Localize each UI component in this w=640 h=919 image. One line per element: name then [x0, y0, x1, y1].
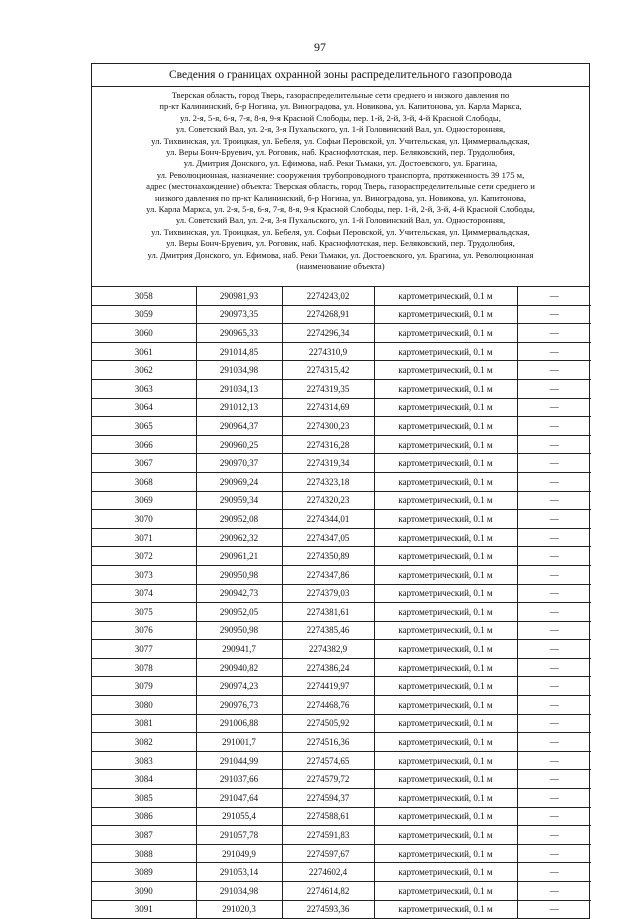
- y-coordinate-cell: 2274310,9: [282, 342, 374, 361]
- x-coordinate-cell: 291014,85: [196, 342, 282, 361]
- y-coordinate-cell: 2274296,34: [282, 324, 374, 343]
- description-cell: —: [517, 826, 591, 845]
- x-coordinate-cell: 290959,34: [196, 491, 282, 510]
- table-row: [92, 789, 591, 808]
- y-coordinate-cell: 2274516,36: [282, 733, 374, 752]
- method-cell: картометрический, 0.1 м: [374, 454, 517, 473]
- page-number: 97: [314, 40, 326, 54]
- method-cell: картометрический, 0.1 м: [374, 491, 517, 510]
- description-cell: —: [517, 863, 591, 882]
- y-coordinate-cell: 2274268,91: [282, 305, 374, 324]
- description-cell: —: [517, 900, 591, 918]
- point-number-cell: 3058: [92, 287, 196, 305]
- description-cell: —: [517, 565, 591, 584]
- point-number-cell: 3059: [92, 305, 196, 324]
- x-coordinate-cell: 290952,05: [196, 603, 282, 622]
- description-line: ул. Тихвинская, ул. Троицкая, ул. Бебеля, ул. Софьи Перовской, ул. Учительская, ул. Циммервальдская,: [151, 135, 530, 146]
- x-coordinate-cell: 290970,37: [196, 454, 282, 473]
- document-table: [91, 63, 590, 919]
- table-row: [92, 417, 591, 436]
- y-coordinate-cell: 2274505,92: [282, 714, 374, 733]
- object-name-caption: (наименование объекта): [296, 261, 385, 272]
- table-row: [92, 770, 591, 789]
- description-lines: [96, 90, 585, 261]
- y-coordinate-cell: 2274347,86: [282, 565, 374, 584]
- table-row: [92, 565, 591, 584]
- description-cell: —: [517, 491, 591, 510]
- table-row: [92, 826, 591, 845]
- y-coordinate-cell: 2274593,36: [282, 900, 374, 918]
- table-row: [92, 305, 591, 324]
- method-cell: картометрический, 0.1 м: [374, 807, 517, 826]
- table-row: [92, 677, 591, 696]
- description-line: ул. Тихвинская, ул. Троицкая, ул. Бебеля, ул. Софьи Перовской, ул. Учительская, ул. Циммервальдская,: [151, 226, 530, 237]
- description-cell: —: [517, 882, 591, 901]
- description-line: ул. Веры Бонч-Бруевич, ул. Роговик, наб. Краснофлотская, пер. Беляковский, пер. Трудолюбия,: [166, 238, 515, 249]
- x-coordinate-cell: 291037,66: [196, 770, 282, 789]
- description-cell: —: [517, 696, 591, 715]
- method-cell: картометрический, 0.1 м: [374, 472, 517, 491]
- y-coordinate-cell: 2274319,35: [282, 379, 374, 398]
- method-cell: картометрический, 0.1 м: [374, 435, 517, 454]
- point-number-cell: 3088: [92, 844, 196, 863]
- point-number-cell: 3060: [92, 324, 196, 343]
- table-row: [92, 398, 591, 417]
- description-line: пр-кт Калининский, б-р Ногина, ул. Виноградова, ул. Новикова, ул. Капитонова, ул. Карла Маркса,: [159, 101, 522, 112]
- document-title: Сведения о границах охранной зоны распределительного газопровода: [92, 64, 589, 87]
- point-number-cell: 3077: [92, 640, 196, 659]
- x-coordinate-cell: 291034,98: [196, 361, 282, 380]
- method-cell: картометрический, 0.1 м: [374, 379, 517, 398]
- method-cell: картометрический, 0.1 м: [374, 696, 517, 715]
- method-cell: картометрический, 0.1 м: [374, 844, 517, 863]
- method-cell: картометрический, 0.1 м: [374, 900, 517, 918]
- table-row: [92, 584, 591, 603]
- table-row: [92, 361, 591, 380]
- point-number-cell: 3087: [92, 826, 196, 845]
- point-number-cell: 3089: [92, 863, 196, 882]
- table-row: [92, 882, 591, 901]
- table-row: [92, 435, 591, 454]
- description-line: ул. Дмитрия Донского, ул. Ефимова, наб. Реки Тьмаки, ул. Достоевского, ул. Брагина,: [183, 158, 498, 169]
- y-coordinate-cell: 2274602,4: [282, 863, 374, 882]
- description-line: ул. Веры Бонч-Бруевич, ул. Роговик, наб. Краснофлотская, пер. Беляковский, пер. Трудолюбия,: [166, 147, 515, 158]
- x-coordinate-cell: 291006,88: [196, 714, 282, 733]
- point-number-cell: 3085: [92, 789, 196, 808]
- x-coordinate-cell: 290952,08: [196, 510, 282, 529]
- x-coordinate-cell: 290976,73: [196, 696, 282, 715]
- x-coordinate-cell: 290969,24: [196, 472, 282, 491]
- description-cell: —: [517, 324, 591, 343]
- table-row: [92, 342, 591, 361]
- point-number-cell: 3082: [92, 733, 196, 752]
- y-coordinate-cell: 2274350,89: [282, 547, 374, 566]
- point-number-cell: 3073: [92, 565, 196, 584]
- table-row: [92, 714, 591, 733]
- y-coordinate-cell: 2274243,02: [282, 287, 374, 305]
- method-cell: картометрический, 0.1 м: [374, 361, 517, 380]
- x-coordinate-cell: 290950,98: [196, 621, 282, 640]
- point-number-cell: 3064: [92, 398, 196, 417]
- object-description: [92, 87, 589, 287]
- table-row: [92, 900, 591, 918]
- y-coordinate-cell: 2274316,28: [282, 435, 374, 454]
- point-number-cell: 3067: [92, 454, 196, 473]
- point-number-cell: 3071: [92, 528, 196, 547]
- description-line: Тверская область, город Тверь, газораспределительные сети среднего и низкого давления по: [171, 90, 510, 100]
- point-number-cell: 3080: [92, 696, 196, 715]
- description-cell: —: [517, 844, 591, 863]
- y-coordinate-cell: 2274579,72: [282, 770, 374, 789]
- coordinates-table: [92, 287, 591, 918]
- method-cell: картометрический, 0.1 м: [374, 733, 517, 752]
- x-coordinate-cell: 291049,9: [196, 844, 282, 863]
- x-coordinate-cell: 291057,78: [196, 826, 282, 845]
- point-number-cell: 3063: [92, 379, 196, 398]
- method-cell: картометрический, 0.1 м: [374, 826, 517, 845]
- x-coordinate-cell: 291047,64: [196, 789, 282, 808]
- description-cell: —: [517, 510, 591, 529]
- table-row: [92, 379, 591, 398]
- y-coordinate-cell: 2274382,9: [282, 640, 374, 659]
- table-row: [92, 640, 591, 659]
- method-cell: картометрический, 0.1 м: [374, 677, 517, 696]
- y-coordinate-cell: 2274386,24: [282, 658, 374, 677]
- table-row: [92, 696, 591, 715]
- description-cell: —: [517, 714, 591, 733]
- description-cell: —: [517, 528, 591, 547]
- description-line: низкого давления по пр-кт Калининский, б-р Ногина, ул. Виноградова, ул. Новикова, ул. Капитонова,: [155, 192, 526, 203]
- x-coordinate-cell: 290961,21: [196, 547, 282, 566]
- method-cell: картометрический, 0.1 м: [374, 398, 517, 417]
- description-line: ул. Революционная, назначение: сооружения трубопроводного транспорта, протяженность 39 175 м,: [156, 169, 525, 180]
- method-cell: картометрический, 0.1 м: [374, 658, 517, 677]
- coordinates-table-body: [92, 287, 591, 918]
- point-number-cell: 3079: [92, 677, 196, 696]
- description-line: ул. Советский Вал, ул. 2-я, 3-я Пухальского, ул. 1-й Головинский Вал, ул. Односторонняя,: [175, 124, 506, 135]
- description-cell: —: [517, 621, 591, 640]
- description-cell: —: [517, 398, 591, 417]
- point-number-cell: 3076: [92, 621, 196, 640]
- y-coordinate-cell: 2274419,97: [282, 677, 374, 696]
- x-coordinate-cell: 290974,23: [196, 677, 282, 696]
- method-cell: картометрический, 0.1 м: [374, 751, 517, 770]
- method-cell: картометрический, 0.1 м: [374, 510, 517, 529]
- y-coordinate-cell: 2274344,01: [282, 510, 374, 529]
- description-cell: —: [517, 417, 591, 436]
- point-number-cell: 3075: [92, 603, 196, 622]
- y-coordinate-cell: 2274591,83: [282, 826, 374, 845]
- x-coordinate-cell: 291053,14: [196, 863, 282, 882]
- description-cell: —: [517, 603, 591, 622]
- point-number-cell: 3086: [92, 807, 196, 826]
- description-cell: —: [517, 547, 591, 566]
- x-coordinate-cell: 291020,3: [196, 900, 282, 918]
- method-cell: картометрический, 0.1 м: [374, 863, 517, 882]
- y-coordinate-cell: 2274320,23: [282, 491, 374, 510]
- y-coordinate-cell: 2274315,42: [282, 361, 374, 380]
- table-row: [92, 733, 591, 752]
- description-cell: —: [517, 287, 591, 305]
- description-cell: —: [517, 751, 591, 770]
- y-coordinate-cell: 2274597,67: [282, 844, 374, 863]
- description-cell: —: [517, 770, 591, 789]
- point-number-cell: 3062: [92, 361, 196, 380]
- point-number-cell: 3074: [92, 584, 196, 603]
- point-number-cell: 3066: [92, 435, 196, 454]
- description-cell: —: [517, 342, 591, 361]
- method-cell: картометрический, 0.1 м: [374, 305, 517, 324]
- y-coordinate-cell: 2274385,46: [282, 621, 374, 640]
- y-coordinate-cell: 2274468,76: [282, 696, 374, 715]
- table-row: [92, 863, 591, 882]
- table-row: [92, 472, 591, 491]
- table-row: [92, 287, 591, 305]
- method-cell: картометрический, 0.1 м: [374, 584, 517, 603]
- y-coordinate-cell: 2274614,82: [282, 882, 374, 901]
- y-coordinate-cell: 2274347,05: [282, 528, 374, 547]
- point-number-cell: 3078: [92, 658, 196, 677]
- description-cell: —: [517, 789, 591, 808]
- x-coordinate-cell: 290950,98: [196, 565, 282, 584]
- table-row: [92, 510, 591, 529]
- method-cell: картометрический, 0.1 м: [374, 882, 517, 901]
- x-coordinate-cell: 290965,33: [196, 324, 282, 343]
- method-cell: картометрический, 0.1 м: [374, 770, 517, 789]
- y-coordinate-cell: 2274588,61: [282, 807, 374, 826]
- table-row: [92, 491, 591, 510]
- y-coordinate-cell: 2274314,69: [282, 398, 374, 417]
- description-cell: —: [517, 584, 591, 603]
- x-coordinate-cell: 291012,13: [196, 398, 282, 417]
- x-coordinate-cell: 290973,35: [196, 305, 282, 324]
- y-coordinate-cell: 2274379,03: [282, 584, 374, 603]
- x-coordinate-cell: 291055,4: [196, 807, 282, 826]
- description-cell: —: [517, 305, 591, 324]
- method-cell: картометрический, 0.1 м: [374, 640, 517, 659]
- point-number-cell: 3084: [92, 770, 196, 789]
- x-coordinate-cell: 291034,98: [196, 882, 282, 901]
- description-cell: —: [517, 677, 591, 696]
- table-row: [92, 603, 591, 622]
- table-row: [92, 547, 591, 566]
- description-line: ул. Карла Маркса, ул. 2-я, 5-я, 6-я, 7-я, 8-я, 9-я Красной Слободы, пер. 1-й, 2-й, 3-й, 4-й Красной Слободы,: [146, 204, 535, 215]
- y-coordinate-cell: 2274323,18: [282, 472, 374, 491]
- table-row: [92, 807, 591, 826]
- y-coordinate-cell: 2274319,34: [282, 454, 374, 473]
- description-line: ул. Дмитрия Донского, ул. Ефимова, наб. Реки Тьмаки, ул. Достоевского, ул. Брагина, ул. Революционная: [147, 249, 534, 260]
- x-coordinate-cell: 290964,37: [196, 417, 282, 436]
- y-coordinate-cell: 2274574,65: [282, 751, 374, 770]
- table-row: [92, 454, 591, 473]
- method-cell: картометрический, 0.1 м: [374, 565, 517, 584]
- table-row: [92, 751, 591, 770]
- description-cell: —: [517, 435, 591, 454]
- point-number-cell: 3069: [92, 491, 196, 510]
- method-cell: картометрический, 0.1 м: [374, 714, 517, 733]
- x-coordinate-cell: 291001,7: [196, 733, 282, 752]
- table-row: [92, 621, 591, 640]
- description-line: адрес (местонахождение) объекта: Тверская область, город Тверь, газораспределительные сети среднего и: [146, 181, 535, 192]
- table-row: [92, 324, 591, 343]
- method-cell: картометрический, 0.1 м: [374, 287, 517, 305]
- table-row: [92, 528, 591, 547]
- point-number-cell: 3070: [92, 510, 196, 529]
- method-cell: картометрический, 0.1 м: [374, 603, 517, 622]
- x-coordinate-cell: 290981,93: [196, 287, 282, 305]
- description-cell: —: [517, 658, 591, 677]
- point-number-cell: 3061: [92, 342, 196, 361]
- x-coordinate-cell: 290941,7: [196, 640, 282, 659]
- description-cell: —: [517, 640, 591, 659]
- method-cell: картометрический, 0.1 м: [374, 528, 517, 547]
- y-coordinate-cell: 2274300,23: [282, 417, 374, 436]
- point-number-cell: 3068: [92, 472, 196, 491]
- method-cell: картометрический, 0.1 м: [374, 417, 517, 436]
- description-line: ул. Советский Вал, ул. 2-я, 3-я Пухальского, ул. 1-й Головинский Вал, ул. Односторонняя,: [175, 215, 506, 226]
- point-number-cell: 3083: [92, 751, 196, 770]
- x-coordinate-cell: 290962,32: [196, 528, 282, 547]
- y-coordinate-cell: 2274381,61: [282, 603, 374, 622]
- description-cell: —: [517, 454, 591, 473]
- x-coordinate-cell: 290940,82: [196, 658, 282, 677]
- table-row: [92, 658, 591, 677]
- x-coordinate-cell: 291034,13: [196, 379, 282, 398]
- method-cell: картометрический, 0.1 м: [374, 789, 517, 808]
- x-coordinate-cell: 290960,25: [196, 435, 282, 454]
- point-number-cell: 3081: [92, 714, 196, 733]
- description-cell: —: [517, 472, 591, 491]
- x-coordinate-cell: 290942,73: [196, 584, 282, 603]
- description-cell: —: [517, 361, 591, 380]
- point-number-cell: 3072: [92, 547, 196, 566]
- description-line: ул. 2-я, 5-я, 6-я, 7-я, 8-я, 9-я Красной Слободы, пер. 1-й, 2-й, 3-й, 4-й Красной Слободы,: [180, 112, 501, 123]
- point-number-cell: 3065: [92, 417, 196, 436]
- method-cell: картометрический, 0.1 м: [374, 621, 517, 640]
- y-coordinate-cell: 2274594,37: [282, 789, 374, 808]
- x-coordinate-cell: 291044,99: [196, 751, 282, 770]
- description-cell: —: [517, 733, 591, 752]
- table-row: [92, 844, 591, 863]
- point-number-cell: 3090: [92, 882, 196, 901]
- method-cell: картометрический, 0.1 м: [374, 324, 517, 343]
- description-cell: —: [517, 807, 591, 826]
- method-cell: картометрический, 0.1 м: [374, 547, 517, 566]
- description-cell: —: [517, 379, 591, 398]
- point-number-cell: 3091: [92, 900, 196, 918]
- method-cell: картометрический, 0.1 м: [374, 342, 517, 361]
